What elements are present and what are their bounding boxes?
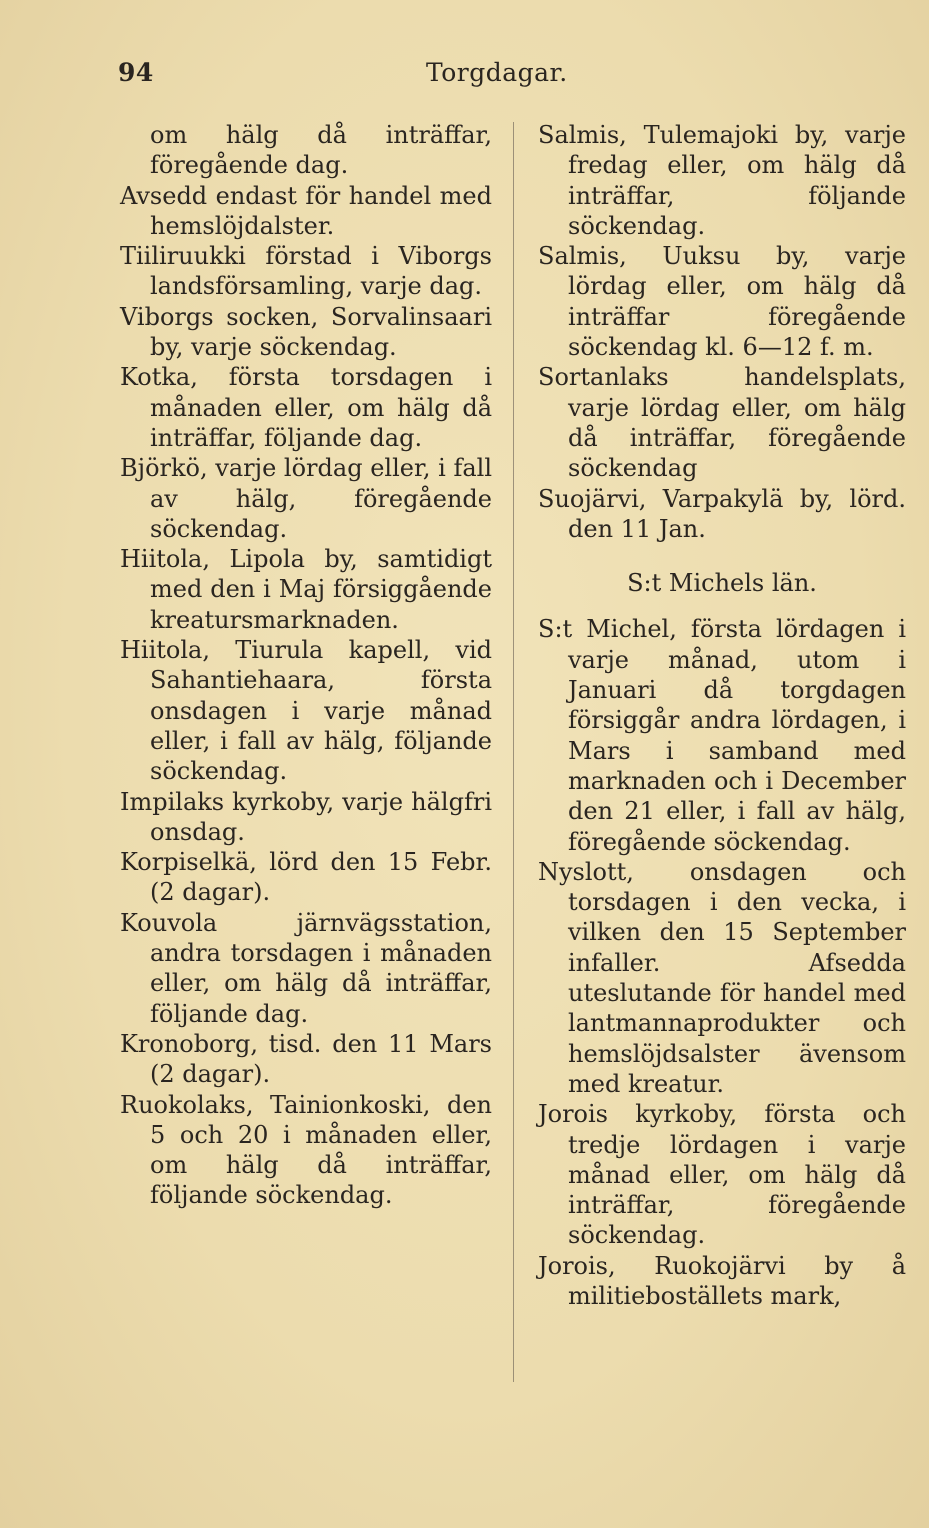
list-item: Avsedd endast för handel med hemslöjdalster.: [120, 181, 492, 240]
list-item: Jorois kyrkoby, första och tredje lördagen i varje månad eller, om hälg då inträffar, föregående söckendag.: [538, 1100, 906, 1250]
right-column: [538, 120, 906, 1311]
list-item: Kotka, första torsdagen i månaden eller, om hälg då inträffar, följande dag.: [120, 363, 492, 452]
page-number: 94: [118, 58, 154, 87]
list-item: Viborgs socken, Sorvalinsaari by, varje söckendag.: [120, 302, 492, 362]
page-header: [118, 58, 908, 98]
list-item: Ruokolaks, Tainionkoski, den 5 och 20 i månaden eller, om hälg då inträffar, följande söckendag.: [120, 1090, 492, 1210]
list-item: Jorois, Ruokojärvi by å militieboställets mark,: [538, 1251, 906, 1310]
left-column: [120, 120, 492, 1211]
list-item: Hiitola, Lipola by, samtidigt med den i Maj försiggående kreatursmarknaden.: [120, 545, 492, 634]
list-item: Salmis, Uuksu by, varje lördag eller, om hälg då inträffar föregående söckendag kl. 6—12 f. m.: [538, 242, 906, 362]
list-item: Hiitola, Tiurula kapell, vid Sahantiehaara, första onsdagen i varje månad eller, i fall av hälg, följande söckendag.: [120, 636, 492, 786]
list-item: Impilaks kyrkoby, varje hälgfri onsdag.: [120, 787, 492, 846]
continued-entry-text: om hälg då inträffar, föregående dag.: [150, 121, 492, 180]
list-item: Kronoborg, tisd. den 11 Mars (2 dagar).: [120, 1029, 492, 1089]
list-item: Tiiliruukki förstad i Viborgs landsförsamling, varje dag.: [120, 242, 492, 301]
list-item: Kouvola järnvägsstation, andra torsdagen i månaden eller, om hälg då inträffar, följande dag.: [120, 908, 492, 1028]
running-title: Torgdagar.: [426, 58, 568, 87]
list-item: Korpiselkä, lörd den 15 Febr. (2 dagar).: [120, 848, 492, 907]
column-divider: [513, 122, 514, 1382]
list-item: Salmis, Tulemajoki by, varje fredag eller, om hälg då inträffar, följande söckendag.: [538, 121, 906, 240]
list-item: Nyslott, onsdagen och torsdagen i den vecka, i vilken den 15 September infaller. Afsedda uteslutande för handel med lantmannaprodukter och hemslöjdsalster ävensom med kreatur.: [538, 857, 906, 1098]
list-item: Suojärvi, Varpakylä by, lörd. den 11 Jan.: [538, 484, 906, 543]
section-heading: S:t Michels län.: [627, 569, 817, 598]
list-item: Sortanlaks handelsplats, varje lördag eller, om hälg då inträffar, föregående söckendag: [538, 363, 906, 483]
list-item: Björkö, varje lördag eller, i fall av hälg, föregående söckendag.: [120, 454, 492, 543]
list-item: S:t Michel, första lördagen i varje månad, utom i Januari då torgdagen försiggår andra lördagen, i Mars i samband med marknaden och i December den 21 eller, i fall av hälg, föregående söckendag.: [538, 615, 906, 856]
